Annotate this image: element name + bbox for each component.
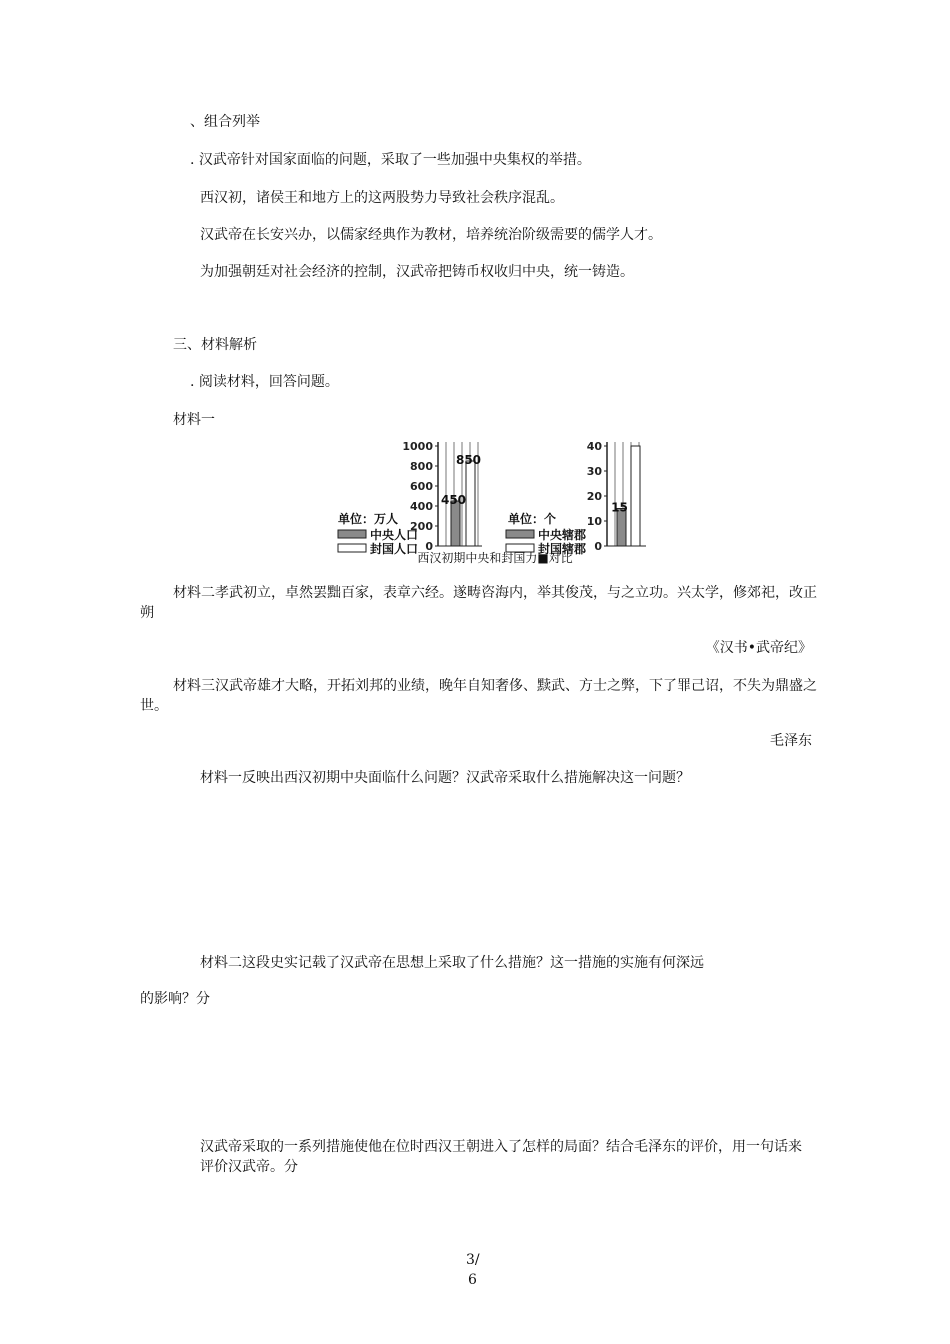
data-label: 850: [455, 453, 482, 467]
tick-label: 800: [410, 460, 433, 473]
section3-title: 三、材料解析: [173, 337, 257, 353]
data-label: 15: [611, 500, 628, 515]
tick-label: 1000: [402, 440, 433, 453]
legend-label: 中央人口: [370, 528, 419, 542]
read-intro: . 阅读材料，回答问题。: [190, 374, 339, 390]
section2-title: 、组合列举: [190, 114, 260, 130]
page-number: 3/: [466, 1252, 480, 1268]
left-chart: [338, 440, 482, 556]
question-2-line2: 的影响？分: [140, 991, 210, 1007]
legend-label: 封国人口: [370, 542, 419, 556]
question-intro: . 汉武帝针对国家面临的问题，采取了一些加强中央集权的举措。: [190, 152, 591, 168]
material3-source: 毛泽东: [770, 733, 812, 749]
tick-label: 40: [586, 440, 602, 453]
bar-封国辖郡: [631, 446, 640, 546]
material1-label: 材料一: [173, 412, 215, 428]
unit-label: 单位：个: [508, 512, 557, 526]
bar-中央人口: [451, 501, 460, 546]
legend-label: 封国辖郡: [538, 542, 587, 556]
tick-label: 0: [594, 540, 602, 553]
tick-label: 600: [410, 480, 433, 493]
question-2-line1: 材料二这段史实记载了汉武帝在思想上采取了什么措施？这一措施的实施有何深远: [200, 955, 704, 971]
list-item-1: 西汉初，诸侯王和地方上的这两股势力导致社会秩序混乱。: [200, 190, 564, 206]
tick-label: 20: [586, 490, 602, 503]
question-1: 材料一反映出西汉初期中央面临什么问题？汉武帝采取什么措施解决这一问题？: [200, 770, 690, 786]
page-total: 6: [468, 1272, 477, 1288]
right-chart: [506, 440, 646, 556]
tick-label: 10: [586, 515, 602, 528]
population-comparison-chart: [330, 434, 660, 566]
legend-label: 中央辖郡: [538, 528, 587, 542]
chart-caption: 西汉初期中央和封国力■对比: [417, 551, 573, 565]
tick-label: 200: [410, 520, 433, 533]
tick-label: 400: [410, 500, 433, 513]
legend-swatch: [338, 544, 366, 552]
tick-label: 30: [586, 465, 602, 478]
legend-swatch: [338, 530, 366, 538]
material3-text: 材料三汉武帝雄才大略，开拓刘邦的业绩，晚年自知奢侈、黩武、方士之弊，下了罪己诏，不失为鼎盛之世。: [140, 678, 817, 714]
material2-source: 《汉书•武帝纪》: [705, 640, 812, 656]
bar-封国人口: [466, 461, 475, 546]
list-item-2: 汉武帝在长安兴办，以儒家经典作为教材，培养统治阶级需要的儒学人才。: [200, 227, 662, 243]
tick-label: 0: [425, 540, 433, 553]
material2-text: 材料二孝武初立，卓然罢黜百家，表章六经。遂畴咨海内，举其俊茂，与之立功。兴太学，修郊祀，改正朔: [140, 585, 817, 621]
unit-label: 单位：万人: [338, 512, 399, 526]
data-label: 450: [440, 493, 467, 507]
question-3: 汉武帝采取的一系列措施使他在位时西汉王朝进入了怎样的局面？结合毛泽东的评价，用一句话来评价汉武帝。分: [200, 1139, 802, 1175]
list-item-3: 为加强朝廷对社会经济的控制，汉武帝把铸币权收归中央，统一铸造。: [200, 264, 634, 280]
legend-swatch: [506, 530, 534, 538]
